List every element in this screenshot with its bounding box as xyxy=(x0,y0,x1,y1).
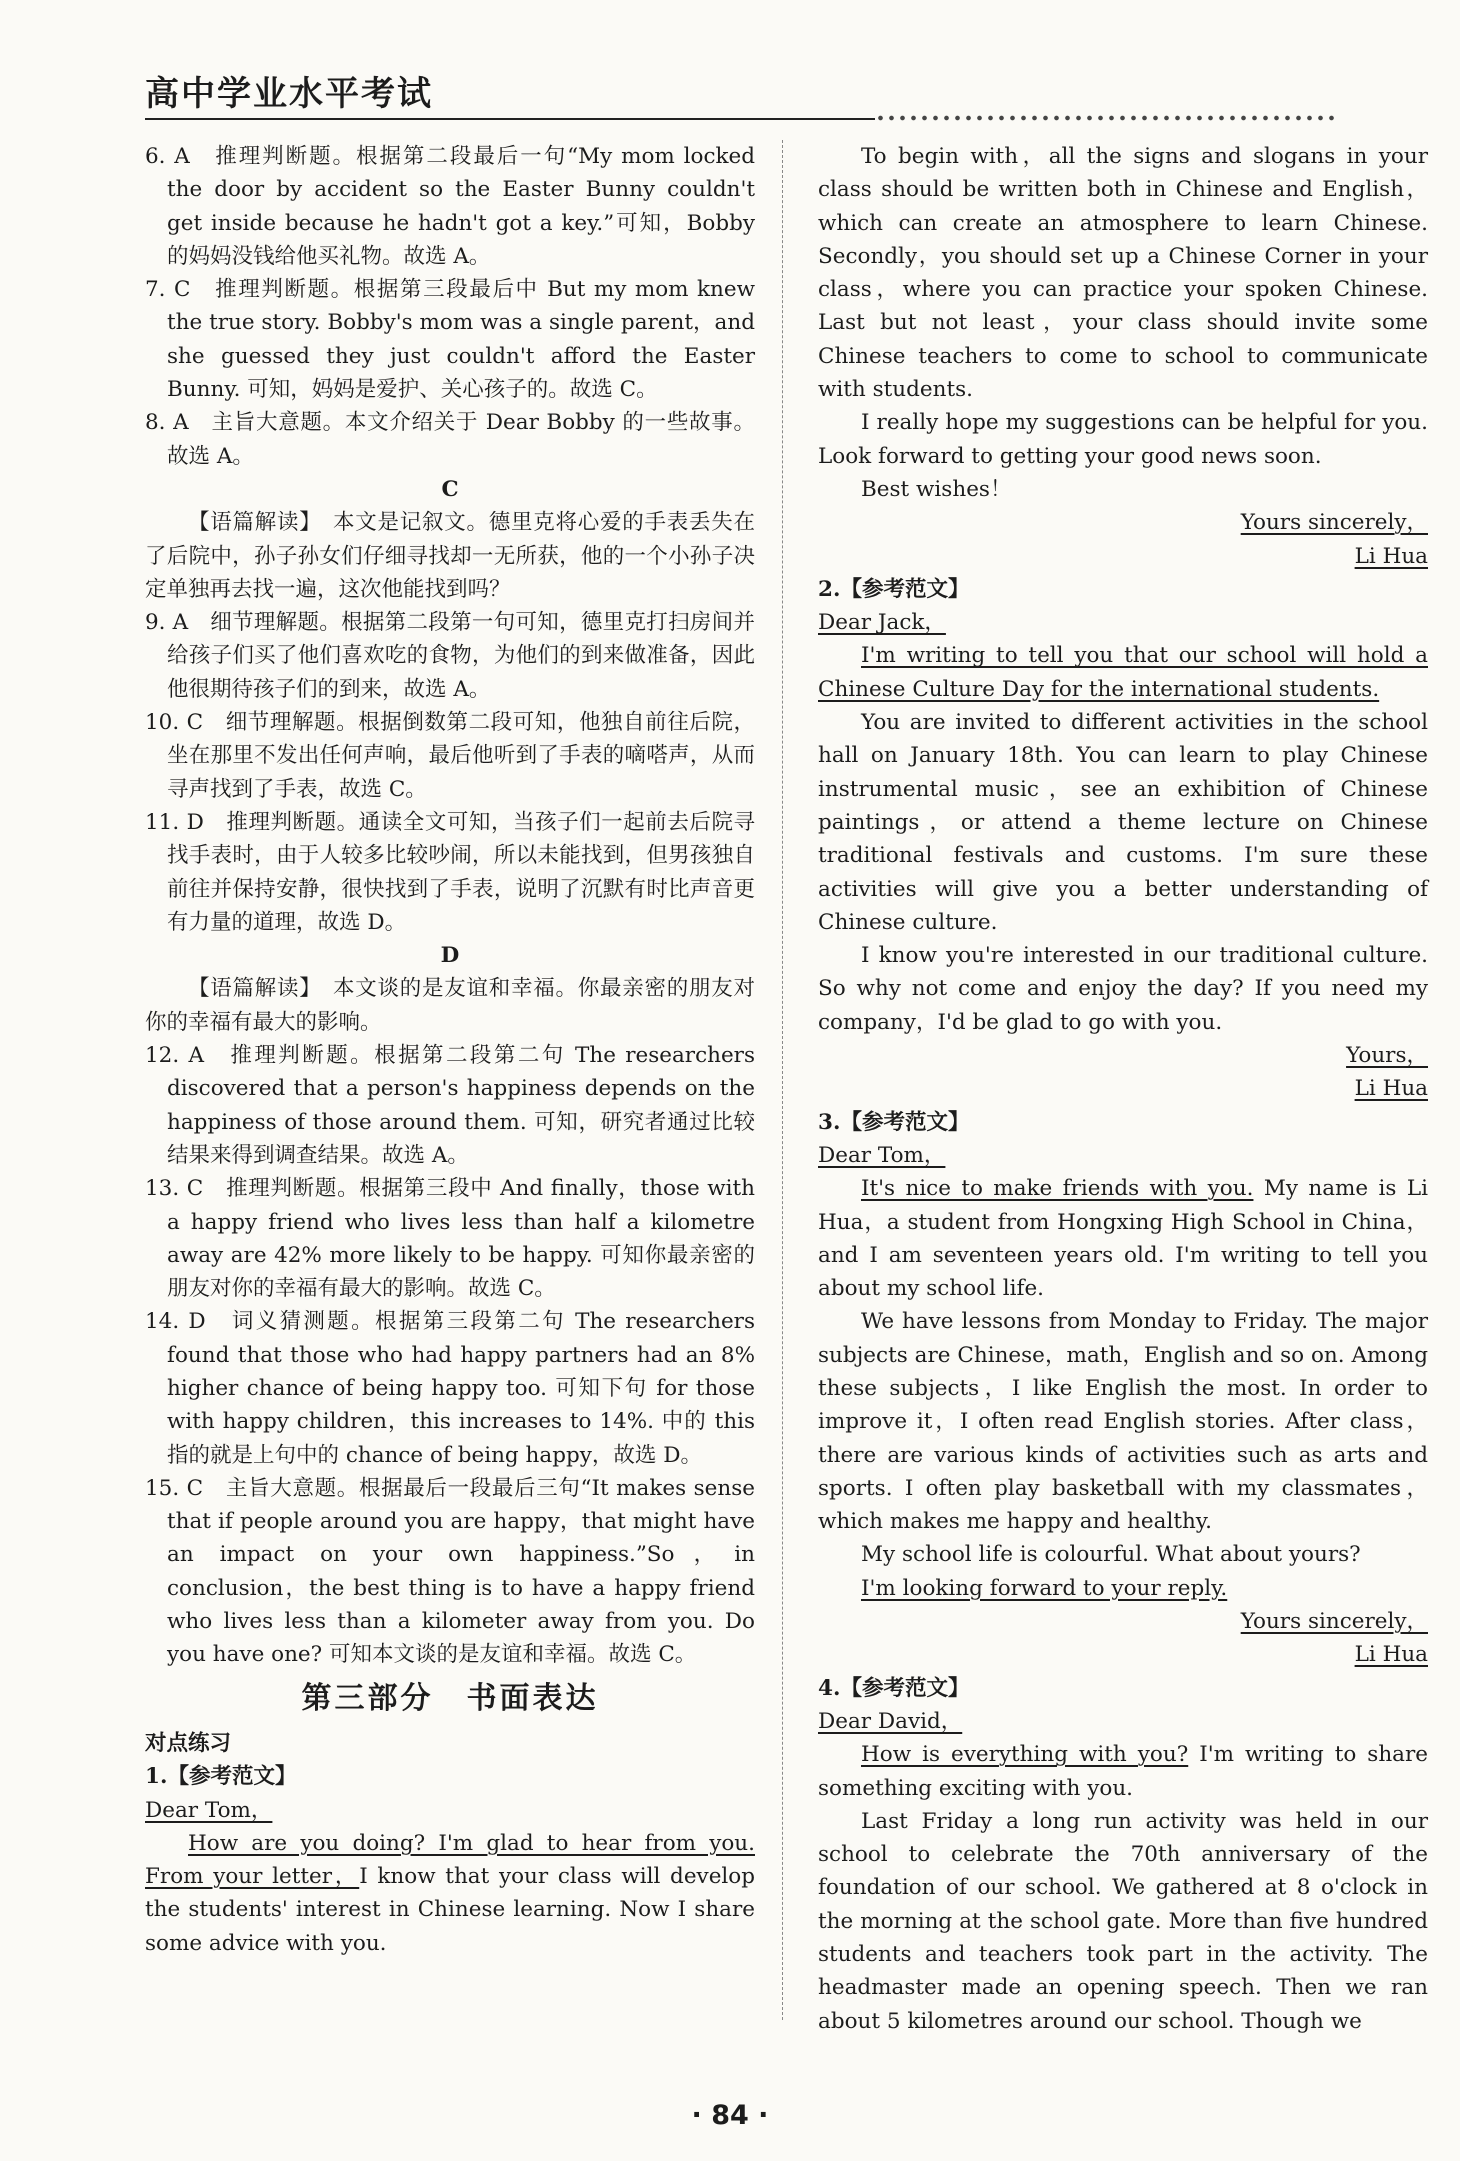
essay-2-paragraph-3: I know you're interested in our traditional culture. So why not come and enjoy the day? If you need my company，I'd be glad to go with you. xyxy=(818,943,1428,1035)
passage-heading-d: D xyxy=(440,943,460,969)
essay-1-paragraph-1 xyxy=(145,1827,755,1960)
essay-1-opening: How are you doing? I'm glad to hear from you. From your letter， xyxy=(145,1830,755,1890)
essay-4-greeting: Dear David， xyxy=(818,1708,963,1734)
essay-3-paragraph-2: We have lessons from Monday to Friday. The major subjects are Chinese，math，English and so on. Among these subjects，I like English the most. In order to improve it，I often read English stories. After class，there are various kinds of activities such as arts and sports. I often play basketball with my classmates，which makes me happy and healthy. xyxy=(818,1309,1428,1535)
answer-11: 11. D 推理判断题。通读全文可知，当孩子们一起前去后院寻找手表时，由于人较多比较吵闹，所以未能找到，但男孩独自前往并保持安静，很快找到了手表，说明了沉默有时比声音更有力量的道理，故选 D。 xyxy=(145,809,755,935)
page-header xyxy=(145,62,1335,122)
essay-2-signature: Li Hua xyxy=(1354,1076,1428,1102)
essay-1-paragraph-4: Best wishes！ xyxy=(861,476,1012,502)
answer-7: 7. C 推理判断题。根据第三段最后中 But my mom knew the true story. Bobby's mom was a single parent，and she guessed they just couldn't afford the Easter Bunny. 可知，妈妈是爱护、关心孩子的。故选 C。 xyxy=(145,277,755,403)
essay-1-closing: Yours sincerely， xyxy=(1240,510,1428,536)
essay-4-opening: How is everything with you? xyxy=(861,1742,1189,1768)
answer-12: 12. A 推理判断题。根据第二段第二句 The researchers discovered that a person's happiness depends on the happiness of those around them. 可知，研究者通过比较结果来得到调查结果。故选 A。 xyxy=(145,1043,755,1168)
passage-heading-c: C xyxy=(441,476,459,502)
essay-2-closing: Yours， xyxy=(1346,1043,1428,1069)
passage-intro-d: 【语篇解读】 本文谈的是友谊和幸福。你最亲密的朋友对你的幸福有最大的影响。 xyxy=(145,976,755,1035)
essay-3-opening: It's nice to make friends with you. xyxy=(861,1176,1254,1202)
essay-2-paragraph-1: I'm writing to tell you that our school will hold a Chinese Culture Day for the international students. xyxy=(818,643,1428,702)
essay-4-paragraph-2: Last Friday a long run activity was held in our school to celebrate the 70th anniversary of the foundation of our school. We gathered at 8 o'clock in the morning at the school gate. More than five hundred students and teachers took part in the activity. The headmaster made an opening speech. Then we ran about 5 kilometres around our school. Though we xyxy=(818,1808,1428,2034)
answer-14: 14. D 词义猜测题。根据第三段第二句 The researchers found that those who had happy partners had an 8% higher chance of being happy too. 可知下句 for those with happy children，this increases to 14%. 中的 this 指的就是上句中的 chance of being happy，故选 D。 xyxy=(145,1309,755,1468)
essay-3-opening-rest: My name is Li Hua，a student from Hongxing High School in China，and I am seventeen years old. I'm writing to tell you about my school life. xyxy=(818,1176,1428,1302)
page-number: · 84 · xyxy=(691,2100,769,2131)
essay-3-label: 3.【参考范文】 xyxy=(818,1109,970,1135)
essay-3-paragraph-4: I'm looking forward to your reply. xyxy=(861,1575,1228,1601)
essay-1-signature: Li Hua xyxy=(1354,543,1428,569)
answer-15: 15. C 主旨大意题。根据最后一段最后三句“It makes sense that if people around you are happy，that might have an impact on your own happiness.”So，in conclusion，the best thing is to have a happy friend who lives less than a kilometer away from you. Do you have one? 可知本文谈的是友谊和幸福。故选 C。 xyxy=(145,1475,755,1668)
answer-8: 8. A 主旨大意题。本文介绍关于 Dear Bobby 的一些故事。故选 A。 xyxy=(145,410,755,469)
left-column xyxy=(145,140,755,1960)
answer-6: 6. A 推理判断题。根据第二段最后一句“My mom locked the door by accident so the Easter Bunny couldn't get inside because he hadn't got a key.”可知，Bobby 的妈妈没钱给他买礼物。故选 A。 xyxy=(145,144,755,269)
essay-3-paragraph-3: My school life is colourful. What about yours? xyxy=(861,1542,1361,1568)
essay-2-label: 2.【参考范文】 xyxy=(818,576,970,602)
essay-1-paragraph-2: To begin with，all the signs and slogans in your class should be written both in Chinese and English，which can create an atmosphere to learn Chinese. Secondly，you should set up a Chinese Corner in your class，where you can practice your spoken Chinese. Last but not least，your class should invite some Chinese teachers to come to school to communicate with students. xyxy=(818,144,1428,403)
header-dotted-line xyxy=(875,113,1335,123)
essay-3-paragraph-1 xyxy=(818,1172,1428,1305)
essay-3-closing: Yours sincerely， xyxy=(1240,1609,1428,1635)
essay-4-paragraph-1 xyxy=(818,1738,1428,1805)
answer-10: 10. C 细节理解题。根据倒数第二段可知，他独自前往后院，坐在那里不发出任何声响，最后他听到了手表的嘀嗒声，从而寻声找到了手表，故选 C。 xyxy=(145,710,755,802)
essay-3-signature: Li Hua xyxy=(1354,1642,1428,1668)
essay-3-greeting: Dear Tom， xyxy=(818,1142,946,1168)
essay-1-label: 1.【参考范文】 xyxy=(145,1764,297,1790)
passage-intro-c: 【语篇解读】 本文是记叙文。德里克将心爱的手表丢失在了后院中，孙子孙女们仔细寻找却一无所获，他的一个小孙子决定单独再去找一遍，这次他能找到吗？ xyxy=(145,510,755,602)
header-title: 高中学业水平考试 xyxy=(145,74,433,114)
essay-2-greeting: Dear Jack， xyxy=(818,610,946,636)
section-title: 第三部分 书面表达 xyxy=(301,1680,599,1716)
sub-title: 对点练习 xyxy=(145,1730,232,1756)
essay-4-label: 4.【参考范文】 xyxy=(818,1675,970,1701)
right-column xyxy=(818,140,1428,2038)
essay-1-greeting: Dear Tom， xyxy=(145,1797,273,1823)
answer-9: 9. A 细节理解题。根据第二段第一句可知，德里克打扫房间并给孩子们买了他们喜欢吃的食物，为他们的到来做准备，因此他很期待孩子们的到来，故选 A。 xyxy=(145,610,755,702)
essay-1-paragraph-3: I really hope my suggestions can be helpful for you. Look forward to getting your good news soon. xyxy=(818,410,1428,469)
answer-13: 13. C 推理判断题。根据第三段中 And finally，those with a happy friend who lives less than half a kilometre away are 42% more likely to be happy. 可知你最亲密的朋友对你的幸福有最大的影响。故选 C。 xyxy=(145,1176,755,1302)
essay-2-paragraph-2: You are invited to different activities in the school hall on January 18th. You can learn to play Chinese instrumental music，see an exhibition of Chinese paintings，or attend a theme lecture on Chinese traditional festivals and customs. I'm sure these activities will give you a better understanding of Chinese culture. xyxy=(818,710,1428,935)
essay-4-opening-rest: I'm writing to share something exciting with you. xyxy=(818,1742,1428,1801)
essay-1-opening-rest: I know that your class will develop the students' interest in Chinese learning. Now I share some advice with you. xyxy=(145,1864,756,1956)
column-divider xyxy=(782,140,783,2020)
